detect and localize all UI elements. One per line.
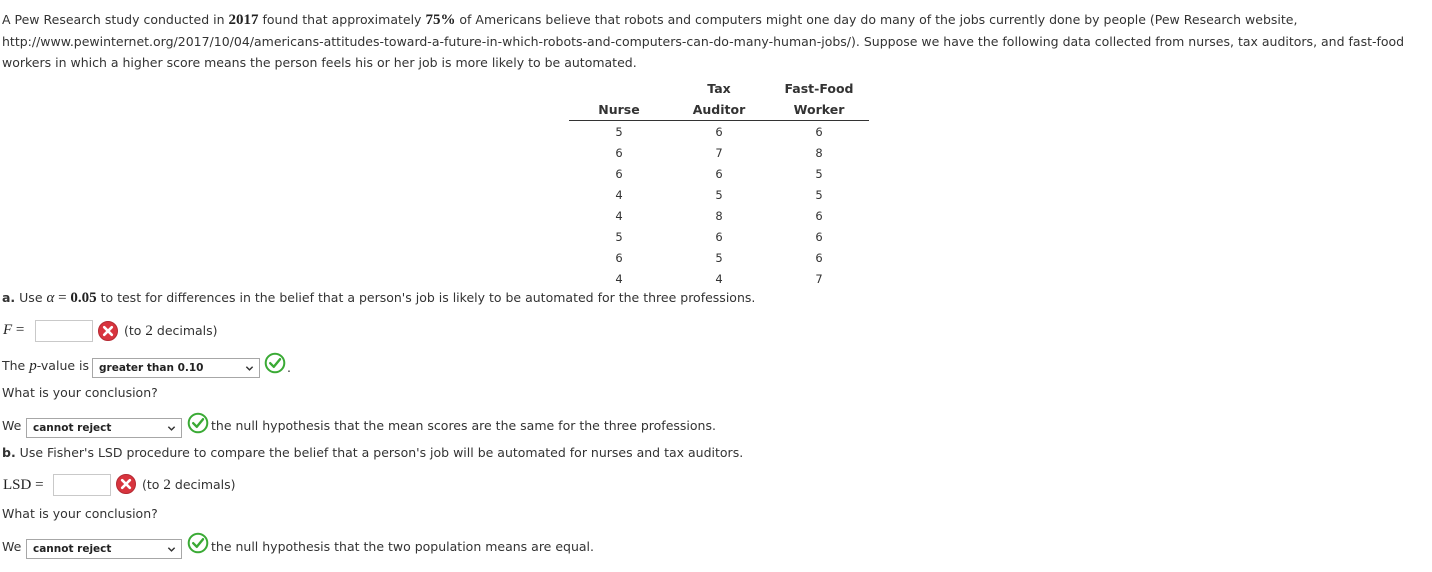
table-row — [569, 163, 869, 184]
pvalue-label: The p-value is — [2, 358, 90, 374]
table-row — [569, 226, 869, 247]
table-row — [569, 121, 869, 143]
table-cell: 5 — [715, 187, 723, 202]
table-row — [569, 184, 869, 205]
lsd-input[interactable] — [53, 474, 111, 496]
fast-food-header-top: Fast-Food — [784, 81, 854, 96]
pvalue-dropdown[interactable]: greater than 0.10 — [92, 358, 260, 378]
table-cell: 5 — [715, 250, 723, 265]
table-row — [569, 268, 869, 289]
tax-auditor-header-top: Tax — [707, 81, 731, 96]
table-row — [569, 247, 869, 268]
table-cell: 6 — [815, 229, 823, 244]
part-a-we-label: We — [2, 418, 22, 433]
part-b-conclusion-dropdown[interactable]: cannot reject — [26, 539, 182, 559]
table-cell: 6 — [615, 166, 623, 181]
incorrect-icon — [97, 320, 119, 342]
problem-intro: A Pew Research study conducted in 2017 found that approximately 75% of Americans believe that robots and computers might one day do many of the jobs currently done by people (Pew Research website, http://www.pewinternet.org/2017/10/04/americans-attitudes-toward-a-future-in-which-robots-and-computers-can-do-many-human-jobs/). Suppose we have the following data collected from nurses, tax auditors, and fast-food workers in which a higher score means the person feels his or her job is more likely to be automated. — [2, 12, 1405, 70]
year-value: 2017 — [228, 12, 259, 28]
correct-icon — [264, 352, 286, 374]
tax-auditor-header: Auditor — [669, 99, 769, 121]
nurse-header: Nurse — [569, 99, 669, 121]
table-cell: 6 — [815, 124, 823, 139]
part-a-conclusion-dropdown[interactable]: cannot reject — [26, 418, 182, 438]
table-cell: 4 — [615, 208, 623, 223]
table-cell: 7 — [815, 271, 823, 286]
data-table — [569, 78, 869, 289]
chevron-down-icon — [245, 364, 254, 373]
percent-value: 75% — [425, 12, 456, 28]
f-statistic-input[interactable] — [35, 320, 93, 342]
part-a-conclusion-question: What is your conclusion? — [2, 385, 158, 400]
table-cell: 4 — [615, 187, 623, 202]
table-cell: 6 — [815, 208, 823, 223]
part-b-question: b. Use Fisher's LSD procedure to compare the belief that a person's job will be automated for nurses and tax auditors. — [2, 445, 744, 460]
table-cell: 6 — [715, 124, 723, 139]
table-cell: 6 — [815, 250, 823, 265]
lsd-decimals-hint: (to 2 decimals) — [142, 477, 236, 493]
table-row — [569, 142, 869, 163]
table-cell: 7 — [715, 145, 723, 160]
table-cell: 6 — [715, 166, 723, 181]
table-cell: 5 — [615, 229, 623, 244]
table-cell: 4 — [715, 271, 723, 286]
chevron-down-icon — [167, 545, 176, 554]
correct-icon — [187, 412, 209, 434]
f-decimals-hint: (to 2 decimals) — [124, 323, 218, 339]
lsd-label: LSD = — [3, 477, 44, 493]
pvalue-period: . — [287, 360, 291, 375]
nurse-header-top — [569, 78, 669, 99]
part-b-conclusion-text: the null hypothesis that the two population means are equal. — [211, 539, 594, 554]
chevron-down-icon — [167, 424, 176, 433]
table-row — [569, 205, 869, 226]
table-cell: 5 — [615, 124, 623, 139]
correct-icon — [187, 532, 209, 554]
part-b-conclusion-question: What is your conclusion? — [2, 506, 158, 521]
table-cell: 5 — [815, 187, 823, 202]
incorrect-icon — [115, 473, 137, 495]
table-cell: 8 — [715, 208, 723, 223]
table-cell: 4 — [615, 271, 623, 286]
table-cell: 5 — [815, 166, 823, 181]
part-a-question: a. Use α = 0.05 to test for differences in the belief that a person's job is likely to be automated for the three professions. — [2, 290, 756, 306]
table-cell: 6 — [615, 145, 623, 160]
table-cell: 6 — [715, 229, 723, 244]
f-label: F = — [3, 322, 25, 338]
part-b-we-label: We — [2, 539, 22, 554]
table-cell: 8 — [815, 145, 823, 160]
part-a-conclusion-text: the null hypothesis that the mean scores are the same for the three professions. — [211, 418, 716, 433]
table-cell: 6 — [615, 250, 623, 265]
fast-food-header: Worker — [769, 99, 869, 121]
